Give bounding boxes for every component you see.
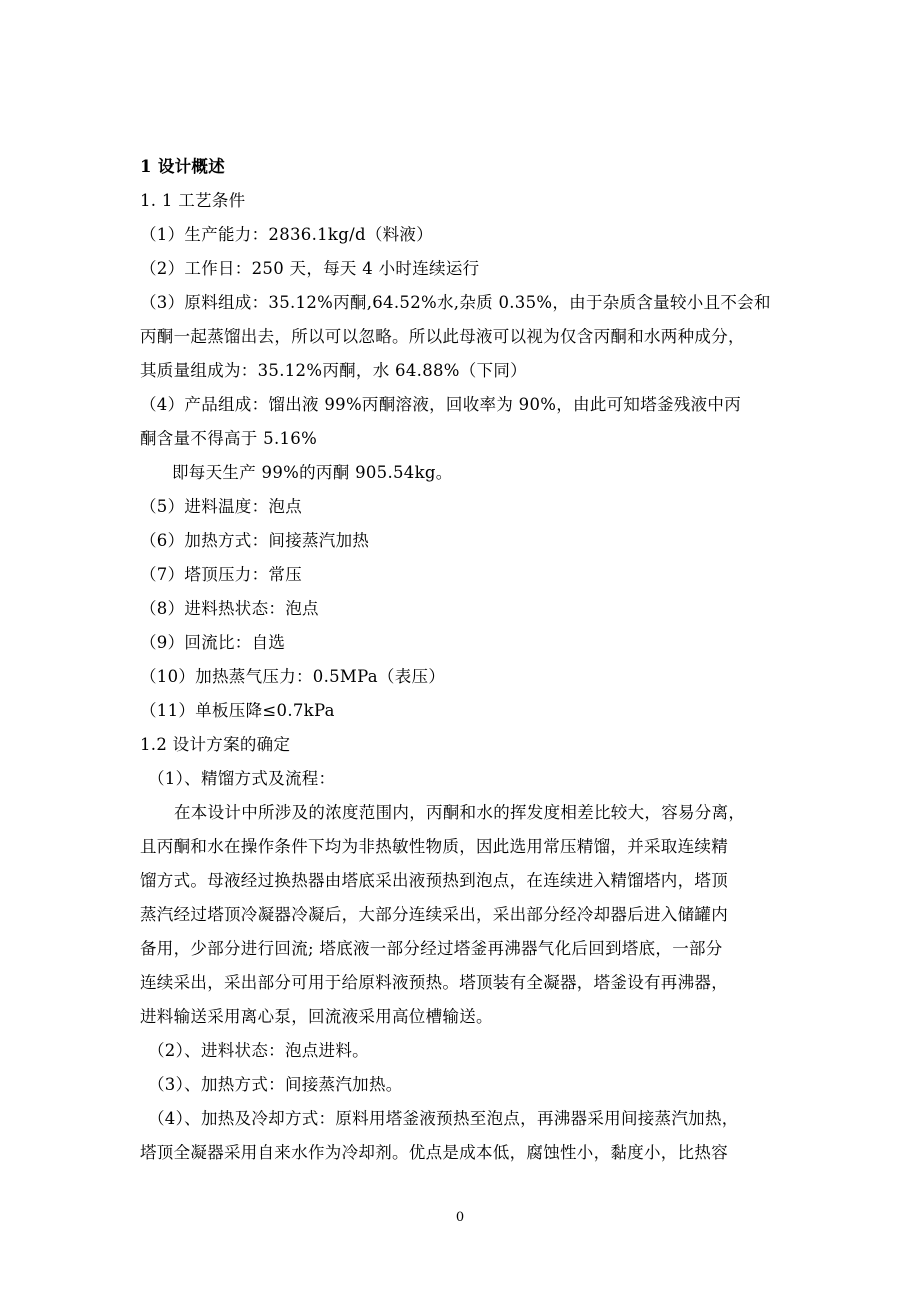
scheme-line: （3）、加热方式：间接蒸汽加热。 — [148, 1075, 403, 1094]
condition-line: （1）生产能力：2836.1kg/d（料液） — [140, 225, 434, 244]
scheme-line: 且丙酮和水在操作条件下均为非热敏性物质，因此选用常压精馏，并采取连续精 — [140, 837, 728, 856]
condition-line: 即每天生产 99%的丙酮 905.54kg。 — [172, 463, 453, 482]
condition-line: （8）进料热状态：泡点 — [140, 599, 319, 618]
condition-line: （11）单板压降≤0.7kPa — [140, 701, 335, 720]
condition-line: （7）塔顶压力：常压 — [140, 565, 302, 584]
condition-line: （10）加热蒸气压力：0.5MPa（表压） — [140, 667, 446, 686]
subsection-heading-1-1: 1. 1 工艺条件 — [140, 191, 246, 210]
condition-line: （9）回流比：自选 — [140, 633, 286, 652]
scheme-line: 在本设计中所涉及的浓度范围内，丙酮和水的挥发度相差比较大，容易分离， — [174, 803, 746, 822]
condition-line: （2）工作日：250 天，每天 4 小时连续运行 — [140, 259, 480, 278]
condition-line: （5）进料温度：泡点 — [140, 497, 302, 516]
scheme-line: 备用，少部分进行回流; 塔底液一部分经过塔釜再沸器气化后回到塔底，一部分 — [140, 939, 723, 958]
scheme-line: （4）、加热及冷却方式：原料用塔釜液预热至泡点，再沸器采用间接蒸汽加热， — [148, 1109, 739, 1128]
scheme-line: （1）、精馏方式及流程： — [148, 769, 336, 788]
page-number: 0 — [455, 1210, 465, 1225]
condition-line: 其质量组成为：35.12%丙酮，水 64.88%（下同） — [140, 361, 527, 380]
scheme-line: 进料输送采用离心泵，回流液采用高位槽输送。 — [140, 1007, 493, 1026]
section-heading: 1 设计概述 — [140, 157, 226, 176]
scheme-line: 蒸汽经过塔顶冷凝器冷凝后，大部分连续采出，采出部分经冷却器后进入储罐内 — [140, 905, 728, 924]
condition-line: （4）产品组成：馏出液 99%丙酮溶液，回收率为 90%，由此可知塔釜残液中丙 — [140, 395, 742, 414]
subsection-heading-1-2: 1.2 设计方案的确定 — [140, 735, 291, 754]
scheme-line: 馏方式。母液经过换热器由塔底采出液预热到泡点，在连续进入精馏塔内，塔顶 — [140, 871, 728, 890]
condition-line: 丙酮一起蒸馏出去，所以可以忽略。所以此母液可以视为仅含丙酮和水两种成分， — [140, 327, 745, 346]
condition-line: （3）原料组成：35.12%丙酮,64.52%水,杂质 0.35%，由于杂质含量较小且不会和 — [140, 293, 771, 312]
condition-line: 酮含量不得高于 5.16% — [140, 429, 318, 448]
scheme-line: 塔顶全凝器采用自来水作为冷却剂。优点是成本低，腐蚀性小，黏度小，比热容 — [140, 1143, 728, 1162]
scheme-line: 连续采出，采出部分可用于给原料液预热。塔顶装有全凝器，塔釜设有再沸器， — [140, 973, 728, 992]
scheme-line: （2）、进料状态：泡点进料。 — [148, 1041, 369, 1060]
condition-line: （6）加热方式：间接蒸汽加热 — [140, 531, 370, 550]
